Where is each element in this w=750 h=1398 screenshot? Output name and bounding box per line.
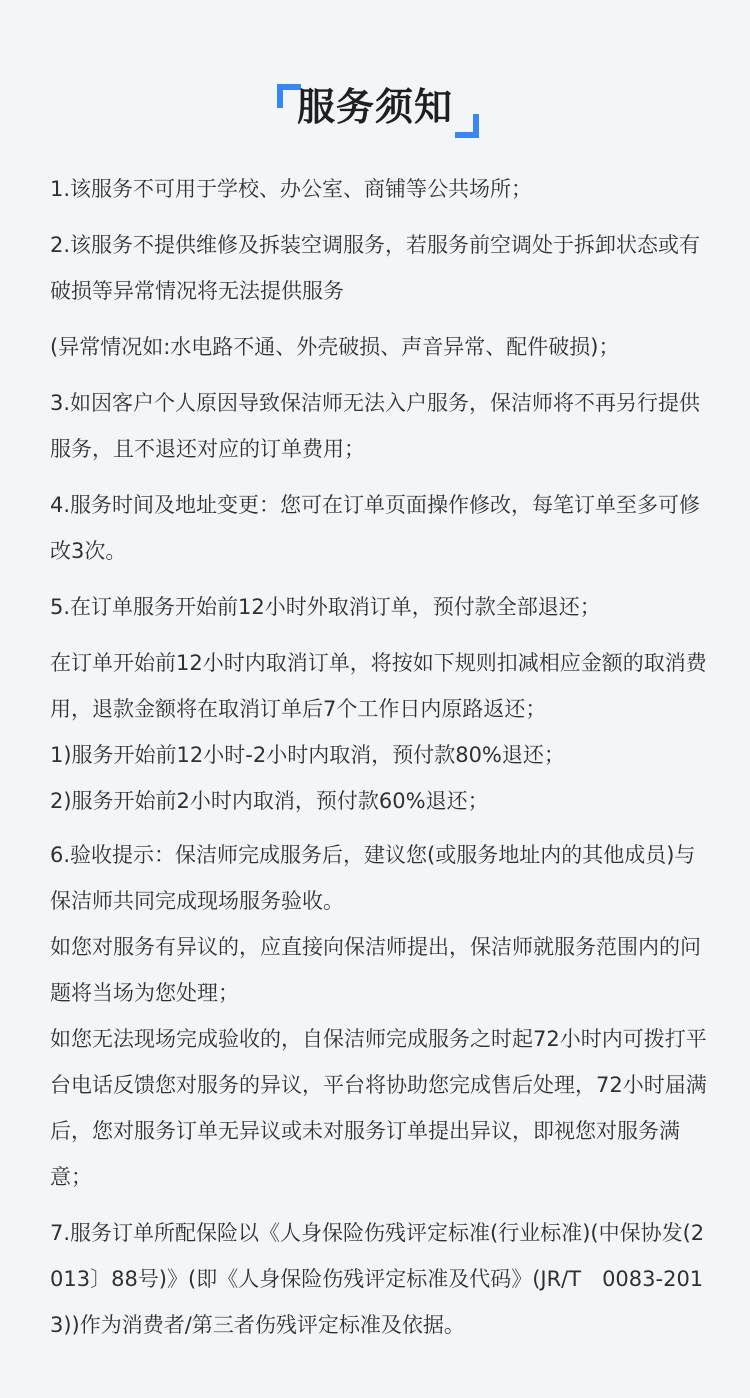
notice-item-2: 2.该服务不提供维修及拆装空调服务，若服务前空调处于拆卸状态或有破损等异常情况将无法提供服务: [50, 233, 701, 303]
notice-item-3: 3.如因客户个人原因导致保洁师无法入户服务，保洁师将不再另行提供服务，且不退还对应的订单费用；: [50, 391, 701, 461]
notice-item-6-objection: 如您对服务有异议的，应直接向保洁师提出，保洁师就服务范围内的问题将当场为您处理；: [50, 935, 701, 1005]
notice-item-6: 6.验收提示：保洁师完成服务后，建议您(或服务地址内的其他成员)与保洁师共同完成现场服务验收。: [50, 843, 696, 913]
notice-item-7: 7.服务订单所配保险以《人身保险伤残评定标准(行业标准)(中保协发(2013〕88号)》(即《人身保险伤残评定标准及代码》(JR/T 0083-2013))作为消费者/第三者伤残评定标准及依据。: [50, 1221, 705, 1337]
title-block: [0, 0, 750, 140]
notice-item-1: 1.该服务不可用于学校、办公室、商铺等公共场所；: [50, 177, 533, 201]
notice-item-5-detail: 在订单开始前12小时内取消订单，将按如下规则扣减相应金额的取消费用，退款金额将在取消订单后7个工作日内原路返还；: [50, 651, 707, 721]
notice-item-2-note: (异常情况如:水电路不通、外壳破损、声音异常、配件破损)；: [50, 335, 620, 359]
notice-item-5: 5.在订单服务开始前12小时外取消订单，预付款全部退还；: [50, 595, 601, 619]
notice-item-4: 4.服务时间及地址变更：您可在订单页面操作修改，每笔订单至多可修改3次。: [50, 493, 701, 563]
page-title: 服务须知: [296, 85, 453, 129]
right-bracket-icon: [455, 114, 479, 138]
notice-item-5-rule-1: 1)服务开始前12小时-2小时内取消，预付款80%退还；: [50, 743, 565, 767]
notice-item-5-rule-2: 2)服务开始前2小时内取消，预付款60%退还；: [50, 789, 489, 813]
notice-item-6-remote: 如您无法现场完成验收的，自保洁师完成服务之时起72小时内可拨打平台电话反馈您对服务的异议，平台将协助您完成售后处理，72小时届满后，您对服务订单无异议或未对服务订单提出异议，即视您对服务满意；: [50, 1027, 707, 1189]
notice-content: [50, 166, 715, 1348]
